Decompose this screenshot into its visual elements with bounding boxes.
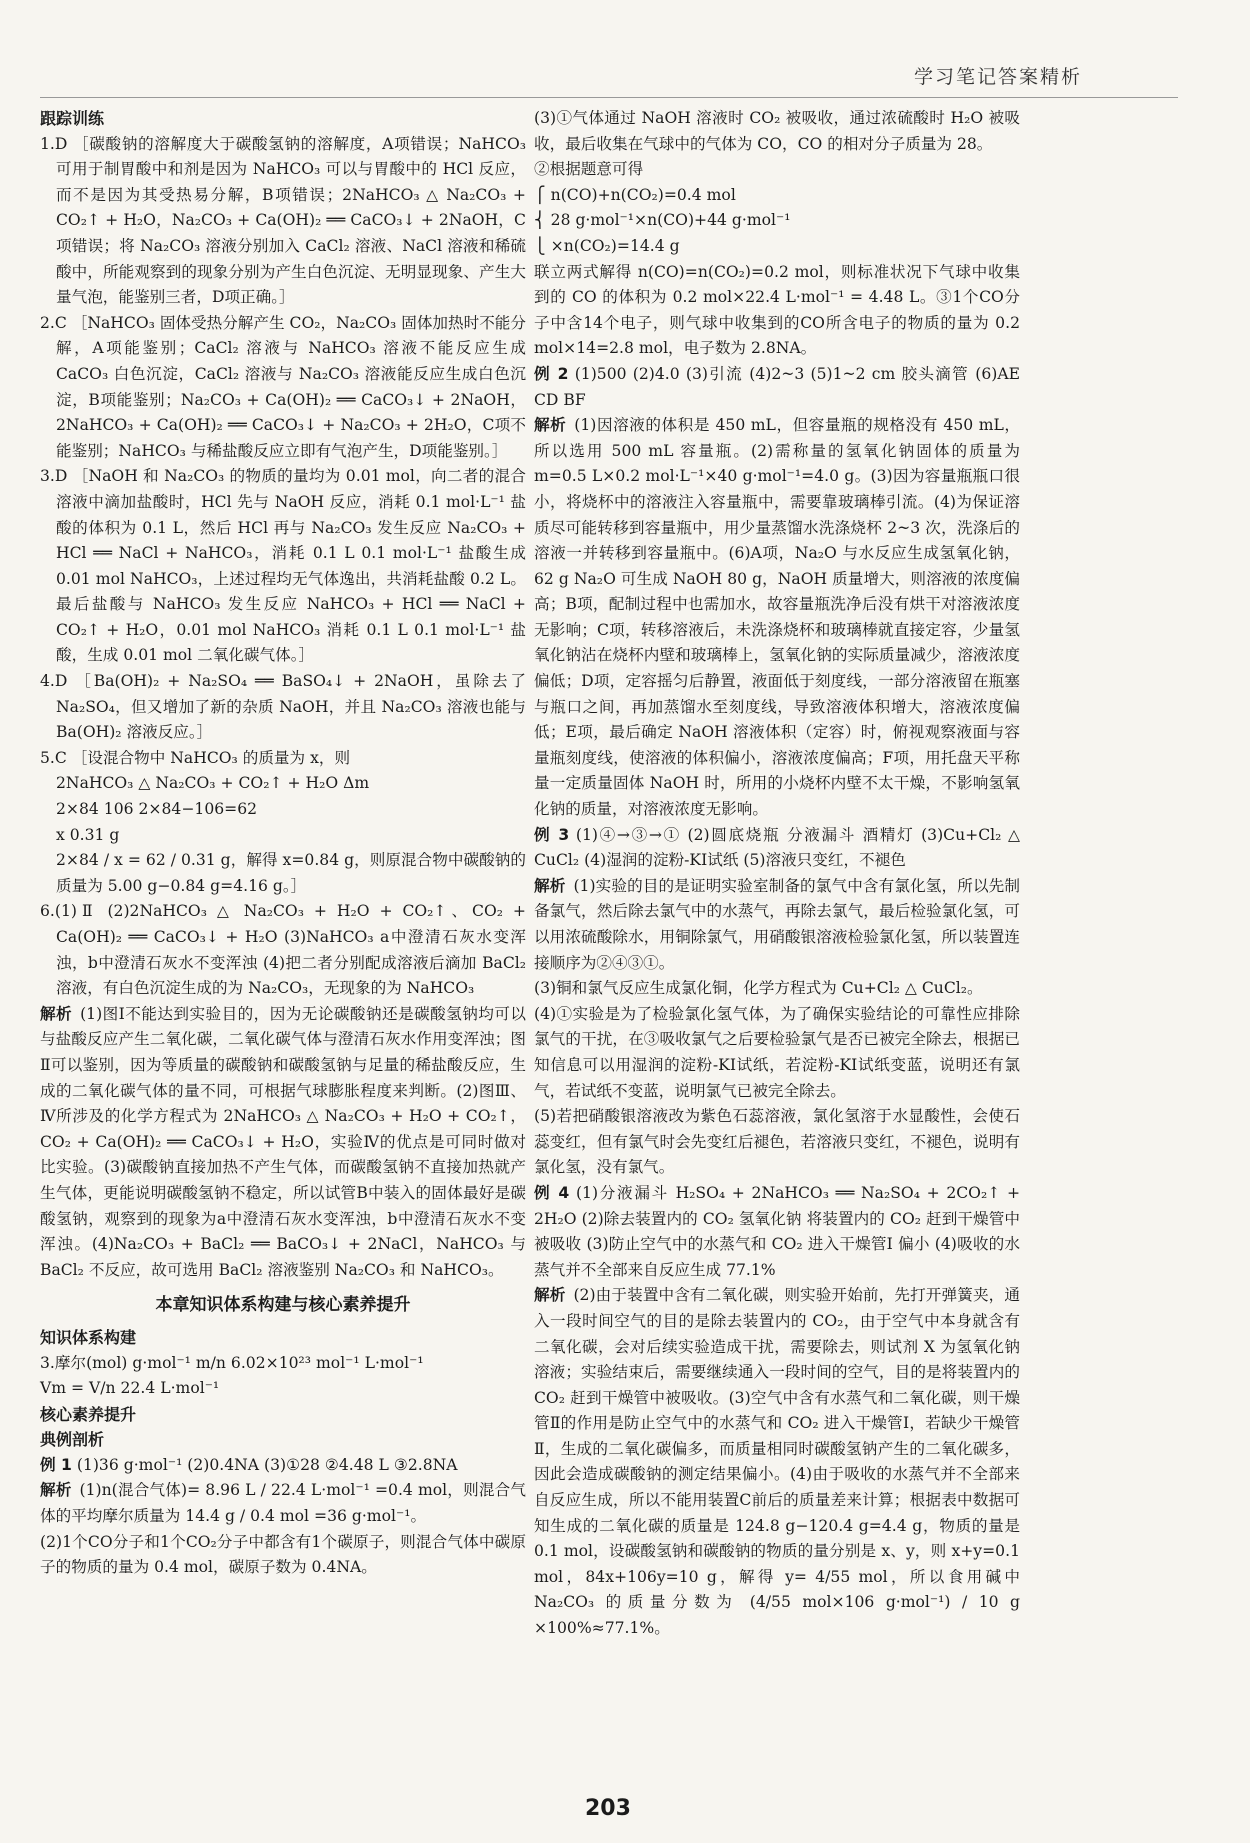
core-title: 核心素养提升 <box>40 1404 137 1424</box>
example-1-analysis-label: 解析 <box>40 1481 72 1500</box>
answer-item-1: 1.D ［碳酸钠的溶解度大于碳酸氢钠的溶解度，A项错误；NaHCO₃ 可用于制胃酸中和剂是因为 NaHCO₃ 可以与胃酸中的 HCl 反应，而不是因为其受热易分解，B项错误；2NaHCO₃ △ Na₂CO₃ + CO₂↑ + H₂O，Na₂CO₃ + Ca(OH)₂ ══ CaCO₃↓ + 2NaOH，C项错误；将 Na₂CO₃ 溶液分别加入 CaCl₂ 溶液、NaCl 溶液和稀硫酸中，所能观察到的现象分别为产生白色沉淀、无明显现象、产生大量气泡，能鉴别三者，D项正确。］ <box>40 134 526 307</box>
page-number: 203 <box>585 1796 631 1821</box>
example-2-analysis-label: 解析 <box>534 416 567 435</box>
example-2-answer-text: (1)500 (2)4.0 (3)引流 (4)2~3 (5)1~2 cm 胶头滴管 (6)AE CD BF <box>534 364 1021 409</box>
example-3-analysis-text: (1)实验的目的是证明实验室制备的氯气中含有氯化氢，所以先制备氯气，然后除去氯气中的水蒸气，再除去氯气，最后检验氯化氢，可以用浓硫酸除水，用铜除氯气，用硝酸银溶液检验氯化氢，所以装置连接顺序为②④③①。 (3)铜和氯气反应生成氯化铜，化学方程式为 Cu+Cl₂ △ CuCl₂。 (4)①实验是为了检验氯化氢气体，为了确保实验结论的可靠性应排除氯气的干扰，在③吸收氯气之后要检验氯气是否已被完全除去，根据已知信息可以用湿润的淀粉-KI试纸，若淀粉-KI试纸变蓝，说明还有氯气，若试纸不变蓝，说明氯气已被完全除去。 (5)若把硝酸银溶液改为紫色石蕊溶液，氯化氢溶于水显酸性，会使石蕊变红，但有氯气时会先变红后褪色，若溶液只变红，不褪色，说明有氯化氢，没有氯气。 <box>534 876 1020 1177</box>
analysis-text: (1)图Ⅰ不能达到实验目的，因为无论碳酸钠还是碳酸氢钠均可以与盐酸反应产生二氧化碳，二氧化碳气体与澄清石灰水作用变浑浊；图Ⅱ可以鉴别，因为等质量的碳酸钠和碳酸氢钠与足量的稀盐酸反应，生成的二氧化碳气体的量不同，可根据气球膨胀程度来判断。(2)图Ⅲ、Ⅳ所涉及的化学方程式为 2NaHCO₃ △ Na₂CO₃ + H₂O + CO₂↑，CO₂ + Ca(OH)₂ ══ CaCO₃↓ + H₂O，实验Ⅳ的优点是可同时做对比实验。(3)碳酸钠直接加热不产生气体，而碳酸氢钠不直接加热就产生气体，更能说明碳酸氢钠不稳定，所以试管B中装入的固体最好是碳酸氢钠，观察到的现象为a中澄清石灰水变浑浊，b中澄清石灰水不变浑浊。(4)Na₂CO₃ + BaCl₂ ══ BaCO₃↓ + 2NaCl，NaHCO₃ 与 BaCl₂ 不反应，故可选用 BaCl₂ 溶液鉴别 Na₂CO₃ 和 NaHCO₃。 <box>40 1004 526 1279</box>
example-3-answer <box>534 823 1020 874</box>
example-2-answer <box>534 362 1020 413</box>
example-2-analysis-text: (1)因溶液的体积是 450 mL，但容量瓶的规格没有 450 mL，所以选用 500 mL 容量瓶。(2)需称量的氢氧化钠固体的质量为 m=0.5 L×0.2 mol·L⁻¹×40 g·mol⁻¹=4.0 g。(3)因为容量瓶瓶口很小，将烧杯中的溶液注入容量瓶中，需要靠玻璃棒引流。(4)为保证溶质尽可能转移到容量瓶中，用少量蒸馏水洗涤烧杯 2~3 次，洗涤后的溶液一并转移到容量瓶中。(6)A项，Na₂O 与水反应生成氢氧化钠，62 g Na₂O 可生成 NaOH 80 g，NaOH 质量增大，则溶液的浓度偏高；B项，配制过程中也需加水，故容量瓶洗净后没有烘干对溶液浓度无影响；C项，转移溶液后，未洗涤烧杯和玻璃棒就直接定容，少量氢氧化钠沾在烧杯内壁和玻璃棒上，氢氧化钠的实际质量减少，溶液浓度偏低；D项，定容摇匀后静置，液面低于刻度线，一部分溶液留在瓶塞与瓶口之间，再加蒸馏水至刻度线，导致溶液体积增大，溶液浓度偏低；E项，最后确定 NaOH 溶液体积（定容）时，俯视观察液面与容量瓶刻度线，使溶液的体积偏小，溶液浓度偏高；F项，用托盘天平称量一定质量固体 NaOH 时，所用的小烧杯内壁不太干燥，不影响氢氧化钠的质量，对溶液浓度无影响。 <box>534 416 1020 819</box>
example-1-answer <box>40 1453 526 1479</box>
chapter-title: 本章知识体系构建与核心素养提升 <box>155 1295 411 1316</box>
left-column <box>40 106 526 1581</box>
answer-item-5: 5.C ［设混合物中 NaHCO₃ 的质量为 x，则 2NaHCO₃ △ Na₂CO₃ + CO₂↑ + H₂O Δm 2×84 106 2×84−106=62 x 0.31 g 2×84 / x = 62 / 0.31 g，解得 x=0.84 g，则原混合物中碳酸钠的质量为 5.00 g−0.84 g=4.16 g。］ <box>40 748 526 895</box>
section-title: 跟踪训练 <box>40 109 105 128</box>
analysis-block <box>40 1002 526 1284</box>
example-3-analysis-label: 解析 <box>534 876 566 895</box>
example-4-label: 例 4 <box>534 1183 570 1202</box>
example-1-label: 例 1 <box>40 1455 72 1474</box>
example-1-analysis <box>40 1478 526 1580</box>
knowledge-line-1: 3.摩尔(mol) g·mol⁻¹ m/n 6.02×10²³ mol⁻¹ L·mol⁻¹ <box>40 1353 424 1372</box>
answer-item-2: 2.C ［NaHCO₃ 固体受热分解产生 CO₂，Na₂CO₃ 固体加热时不能分解，A项能鉴别；CaCl₂ 溶液与 NaHCO₃ 溶液不能反应生成 CaCO₃ 白色沉淀，CaCl₂ 溶液与 Na₂CO₃ 溶液能反应生成白色沉淀，B项能鉴别；Na₂CO₃ + Ca(OH)₂ ══ CaCO₃↓ + 2NaOH，2NaHCO₃ + Ca(OH)₂ ══ CaCO₃↓ + Na₂CO₃ + 2H₂O，C项不能鉴别；NaHCO₃ 与稀盐酸反应立即有气泡产生，D项能鉴别。］ <box>40 313 526 460</box>
analysis-label: 解析 <box>40 1004 73 1023</box>
example-4-analysis-text: (2)由于装置中含有二氧化碳，则实验开始前，先打开弹簧夹，通入一段时间空气的目的是除去装置内的 CO₂，由于空气中本身就含有二氧化碳，会对后续实验造成干扰，需要除去，则试剂 X 为氢氧化钠溶液；实验结束后，需要继续通入一段时间的空气，目的是将装置内的 CO₂ 赶到干燥管中被吸收。(3)空气中含有水蒸气和二氧化碳，则干燥管Ⅱ的作用是防止空气中的水蒸气和 CO₂ 进入干燥管Ⅰ，若缺少干燥管Ⅱ，生成的二氧化碳偏多，而质量相同时碳酸氢钠产生的二氧化碳多，因此会造成碳酸钠的测定结果偏小。(4)由于吸收的水蒸气并不全部来自反应生成，所以不能用装置C前后的质量差来计算；根据表中数据可知生成的二氧化碳的质量是 124.8 g−120.4 g=4.4 g，物质的量是 0.1 mol，设碳酸氢钠和碳酸钠的物质的量分别是 x、y，则 x+y=0.1 mol，84x+106y=10 g，解得 y= 4/55 mol，所以食用碱中 Na₂CO₃ 的质量分数为 (4/55 mol×106 g·mol⁻¹) / 10 g ×100%≈77.1%。 <box>534 1286 1020 1638</box>
example-4-answer-text: (1)分液漏斗 H₂SO₄ + 2NaHCO₃ ══ Na₂SO₄ + 2CO₂↑ + 2H₂O (2)除去装置内的 CO₂ 氢氧化钠 将装置内的 CO₂ 赶到干燥管中被吸收 (3)防止空气中的水蒸气和 CO₂ 进入干燥管Ⅰ 偏小 (4)吸收的水蒸气并不全部来自反应生成 77.1% <box>534 1183 1021 1279</box>
right-column <box>534 106 1020 1642</box>
example-4-analysis <box>534 1283 1020 1641</box>
example-1-analysis-text: (1)n(混合气体)= 8.96 L / 22.4 L·mol⁻¹ =0.4 mol，则混合气体的平均摩尔质量为 14.4 g / 0.4 mol =36 g·mol⁻¹。 (2)1个CO分子和1个CO₂分子中都含有1个碳原子，则混合气体中碳原子的物质的量为 0.4 mol，碳原子数为 0.4NA。 <box>40 1481 526 1577</box>
example-2-analysis <box>534 413 1020 823</box>
header-divider <box>40 97 1178 98</box>
example-1-answer-text: (1)36 g·mol⁻¹ (2)0.4NA (3)①28 ②4.48 L ③2.8NA <box>76 1455 458 1474</box>
example-3-label: 例 3 <box>534 825 570 844</box>
example-3-analysis <box>534 874 1020 1181</box>
answer-item-6: 6.(1)Ⅱ (2)2NaHCO₃ △ Na₂CO₃ + H₂O + CO₂↑、CO₂ + Ca(OH)₂ ══ CaCO₃↓ + H₂O (3)NaHCO₃ a中澄清石灰水变浑浊，b中澄清石灰水不变浑浊 (4)把二者分别配成溶液后滴加 BaCl₂ 溶液，有白色沉淀生成的为 Na₂CO₃，无现象的为 NaHCO₃ <box>40 902 526 998</box>
example-4-analysis-label: 解析 <box>534 1286 566 1305</box>
example-3-answer-text: (1)④→③→① (2)圆底烧瓶 分液漏斗 酒精灯 (3)Cu+Cl₂ △ CuCl₂ (4)湿润的淀粉-KI试纸 (5)溶液只变红，不褪色 <box>534 825 1020 870</box>
answer-item-4: 4.D ［Ba(OH)₂ + Na₂SO₄ ══ BaSO₄↓ + 2NaOH，虽除去了 Na₂SO₄，但又增加了新的杂质 NaOH，并且 Na₂CO₃ 溶液也能与 Ba(OH)₂ 溶液反应。］ <box>40 672 526 742</box>
answer-item-3: 3.D ［NaOH 和 Na₂CO₃ 的物质的量均为 0.01 mol，向二者的混合溶液中滴加盐酸时，HCl 先与 NaOH 反应，消耗 0.1 mol·L⁻¹ 盐酸的体积为 0.1 L，然后 HCl 再与 Na₂CO₃ 发生反应 Na₂CO₃ + HCl ══ NaCl + NaHCO₃，消耗 0.1 L 0.1 mol·L⁻¹ 盐酸生成 0.01 mol NaHCO₃，上述过程均无气体逸出，共消耗盐酸 0.2 L。最后盐酸与 NaHCO₃ 发生反应 NaHCO₃ + HCl ══ NaCl + CO₂↑ + H₂O，0.01 mol NaHCO₃ 消耗 0.1 L 0.1 mol·L⁻¹ 盐酸，生成 0.01 mol 二氧化碳气体。］ <box>40 467 526 665</box>
running-header: 学习笔记答案精析 <box>913 66 1082 88</box>
knowledge-line-2: Vm = V/n 22.4 L·mol⁻¹ <box>40 1379 220 1398</box>
knowledge-title: 知识体系构建 <box>40 1327 137 1347</box>
example-4-answer <box>534 1181 1020 1283</box>
example-2-label: 例 2 <box>534 364 569 383</box>
example-1-continued: (3)①气体通过 NaOH 溶液时 CO₂ 被吸收，通过浓硫酸时 H₂O 被吸收，最后收集在气球中的气体为 CO，CO 的相对分子质量为 28。 ②根据题意可得 ⎧ n(CO)+n(CO₂)=0.4 mol ⎨ 28 g·mol⁻¹×n(CO)+44 g·mol⁻¹ ⎩ ×n(CO₂)=14.4 g 联立两式解得 n(CO)=n(CO₂)=0.2 mol，则标准状况下气球中收集到的 CO 的体积为 0.2 mol×22.4 L·mol⁻¹ = 4.48 L。③1个CO分子中含14个电子，则气球中收集到的CO所含电子的物质的量为 0.2 mol×14=2.8 mol，电子数为 2.8NA。 <box>534 109 1020 358</box>
case-title: 典例剖析 <box>40 1430 105 1450</box>
